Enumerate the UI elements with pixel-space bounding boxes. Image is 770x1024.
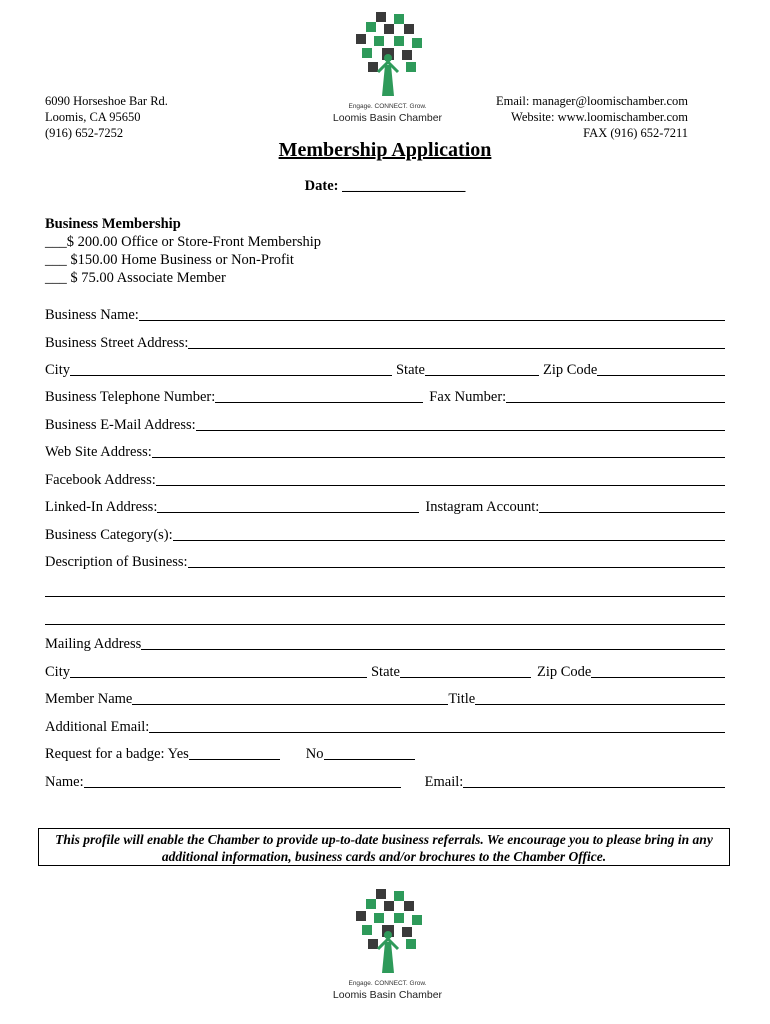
business-name-row [45, 304, 725, 324]
category-row [45, 524, 725, 544]
fax-label: Fax Number: [429, 389, 507, 405]
fax-line: FAX (916) 652-7211 [583, 126, 688, 140]
category-label: Business Category(s): [45, 527, 173, 543]
category-field[interactable] [173, 526, 725, 541]
instagram-field[interactable] [539, 498, 725, 513]
state-field-2[interactable] [400, 663, 531, 678]
date-field[interactable]: Date: _________________ [304, 178, 466, 194]
badge-label: Request for a badge: Yes [45, 746, 189, 762]
state-field[interactable] [425, 361, 539, 376]
chamber-logo-top [330, 10, 445, 124]
mailing-field[interactable] [141, 635, 725, 650]
mailing-label: Mailing Address [45, 636, 142, 652]
email-line: Email: manager@loomischamber.com [495, 94, 688, 108]
email-row [45, 414, 725, 434]
additional-email-row [45, 716, 725, 736]
city-state-zip-row-2 [45, 661, 725, 681]
city-label: City [45, 362, 70, 378]
badge-yes-field[interactable] [189, 745, 280, 760]
facebook-row [45, 469, 725, 489]
linkedin-label: Linked-In Address: [45, 499, 158, 515]
zip-label: Zip Code [542, 362, 598, 378]
additional-email-label: Additional Email: [45, 719, 150, 735]
badge-row [45, 743, 725, 763]
title-label: Title [448, 691, 476, 707]
description-row [45, 551, 725, 571]
instagram-label: Instagram Account: [425, 499, 540, 515]
website-field[interactable] [152, 443, 725, 458]
business-street-field[interactable] [188, 334, 725, 349]
business-name-label: Business Name: [45, 307, 139, 323]
website-line: Website: www.loomischamber.com [511, 110, 688, 124]
badge-no-label: No [305, 746, 324, 762]
chamber-logo-bottom [325, 887, 450, 1001]
city-field-2[interactable] [70, 663, 367, 678]
city-state-zip-row [45, 359, 725, 379]
membership-option-office[interactable]: ___$ 200.00 Office or Store-Front Membership [45, 234, 321, 250]
contact-block [496, 93, 688, 141]
logo-org-name: Loomis Basin Chamber [332, 112, 443, 124]
state-label-2: State [370, 664, 400, 680]
member-title-row [45, 688, 725, 708]
address-line: Loomis, CA 95650 [45, 110, 141, 124]
member-name-label: Member Name [45, 691, 133, 707]
email-field[interactable] [196, 416, 725, 431]
name-field[interactable] [84, 773, 401, 788]
additional-email-field[interactable] [149, 718, 725, 733]
email-label: Business E-Mail Address: [45, 417, 196, 433]
logo-tagline-bottom: Engage. CONNECT. Grow. [348, 980, 427, 987]
linkedin-field[interactable] [157, 498, 419, 513]
page-title: Membership Application [278, 139, 492, 161]
phone-field[interactable] [215, 388, 423, 403]
referral-note: This profile will enable the Chamber to provide up-to-date business referrals. We encourage you to please bring in any additional information, business cards and/or brochures to the Chamber Office. [38, 828, 730, 866]
business-name-field[interactable] [139, 306, 725, 321]
puzzle-tree-icon [348, 887, 428, 973]
logo-tagline: Engage. CONNECT. Grow. [348, 103, 427, 110]
linkedin-instagram-row [45, 496, 725, 516]
description-line-3[interactable] [45, 623, 725, 625]
phone-label: Business Telephone Number: [45, 389, 216, 405]
title-field[interactable] [475, 690, 725, 705]
puzzle-tree-icon [348, 10, 428, 96]
city-field[interactable] [70, 361, 392, 376]
description-field[interactable] [188, 553, 725, 568]
email-label-2: Email: [424, 774, 464, 790]
address-line: 6090 Horseshoe Bar Rd. [45, 94, 168, 108]
facebook-field[interactable] [156, 471, 725, 486]
phone-fax-row [45, 386, 725, 406]
phone-line: (916) 652-7252 [45, 126, 124, 140]
website-label: Web Site Address: [45, 444, 152, 460]
facebook-label: Facebook Address: [45, 472, 156, 488]
name-label: Name: [45, 774, 84, 790]
membership-option-associate[interactable]: ___ $ 75.00 Associate Member [45, 270, 226, 286]
member-name-field[interactable] [132, 690, 448, 705]
city-label-2: City [45, 664, 70, 680]
logo-org-name-bottom: Loomis Basin Chamber [332, 989, 443, 1001]
address-block [45, 93, 168, 141]
state-label: State [395, 362, 425, 378]
zip-label-2: Zip Code [536, 664, 592, 680]
badge-no-field[interactable] [324, 745, 415, 760]
zip-field[interactable] [597, 361, 725, 376]
business-street-label: Business Street Address: [45, 335, 189, 351]
membership-option-home[interactable]: ___ $150.00 Home Business or Non-Profit [45, 252, 294, 268]
email-field-2[interactable] [463, 773, 725, 788]
website-row [45, 441, 725, 461]
name-email-row [45, 771, 725, 791]
zip-field-2[interactable] [591, 663, 725, 678]
membership-options [45, 215, 321, 287]
description-line-2[interactable] [45, 595, 725, 597]
fax-field[interactable] [506, 388, 725, 403]
description-label: Description of Business: [45, 554, 188, 570]
business-street-row [45, 332, 725, 352]
membership-heading: Business Membership [45, 216, 181, 232]
mailing-row [45, 633, 725, 653]
